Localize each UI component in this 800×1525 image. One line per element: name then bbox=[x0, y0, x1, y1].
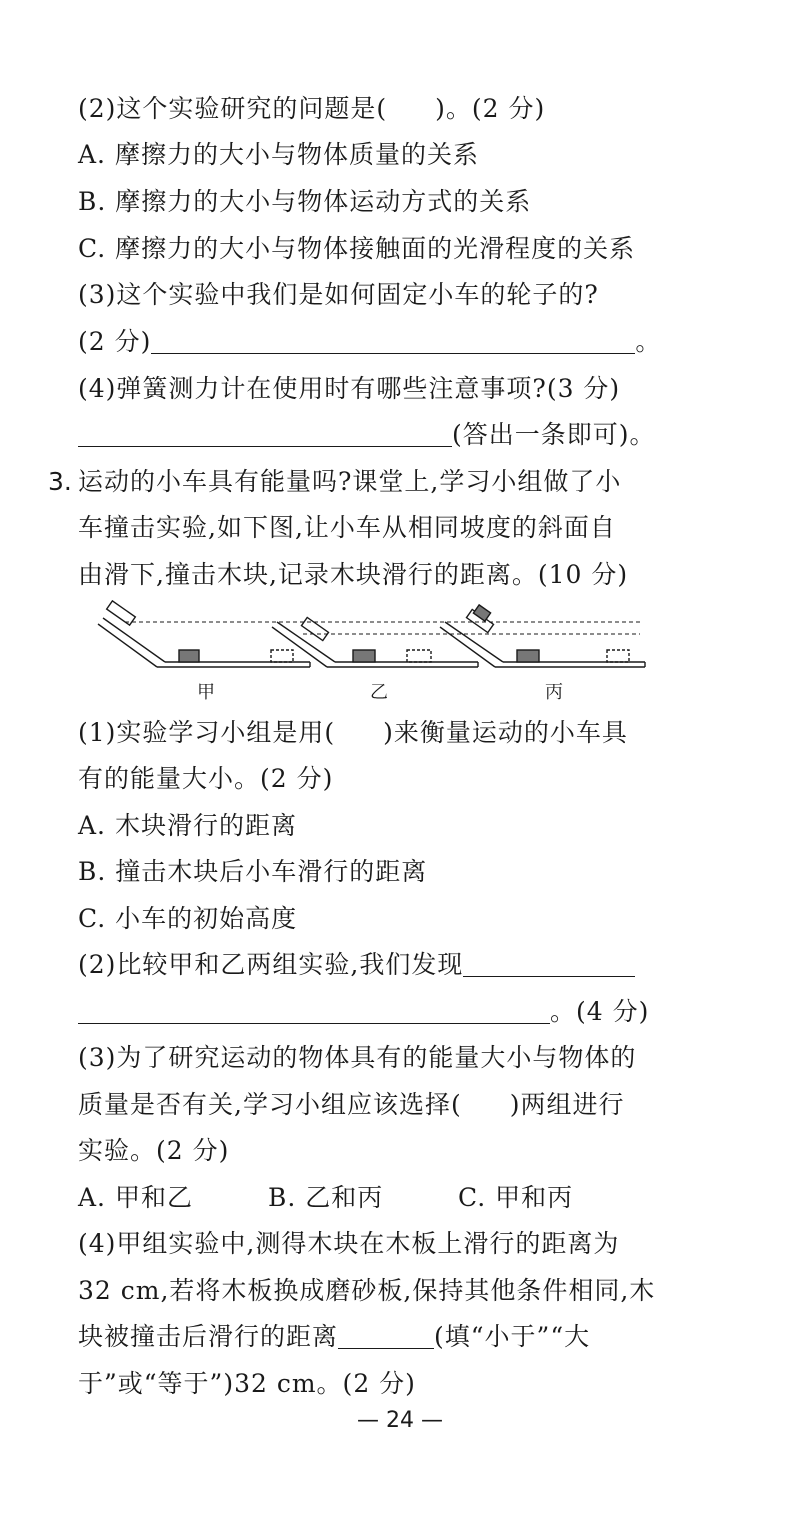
q2-sub3-line1: (3)这个实验中我们是如何固定小车的轮子的? bbox=[78, 280, 599, 309]
q2-sub3-score: (2 分) bbox=[78, 327, 152, 356]
q3-stem-line3: 由滑下,撞击木块,记录木块滑行的距离。(10 分) bbox=[78, 560, 629, 589]
wooden-block-bing bbox=[517, 650, 539, 662]
q3-sub2-answer-blank-1[interactable] bbox=[463, 950, 635, 977]
q3-number: 3. bbox=[48, 467, 72, 496]
q2-sub3-answer-blank[interactable] bbox=[151, 327, 635, 354]
q3-sub1-prefix: (1)实验学习小组是用( bbox=[78, 718, 336, 747]
q3-sub3-option-a: A. 甲和乙 bbox=[78, 1183, 193, 1212]
q2-sub3-end: 。 bbox=[635, 327, 662, 356]
q2-sub4-line2 bbox=[78, 418, 656, 452]
q3-stem-line2: 车撞击实验,如下图,让小车从相同坡度的斜面自 bbox=[78, 513, 616, 542]
ramp-experiment-figure bbox=[95, 600, 655, 680]
q3-sub4-line2: 32 cm,若将木板换成磨砂板,保持其他条件相同,木 bbox=[78, 1276, 656, 1305]
q3-sub1-suffix: )来衡量运动的小车具 bbox=[383, 718, 628, 747]
q3-sub3-option-b: B. 乙和丙 bbox=[268, 1183, 384, 1212]
q3-sub2-line2 bbox=[78, 995, 649, 1029]
q3-sub3-line1: (3)为了研究运动的物体具有的能量大小与物体的 bbox=[78, 1043, 637, 1072]
q2-sub2-option-a: A. 摩擦力的大小与物体质量的关系 bbox=[78, 140, 479, 169]
q2-sub4-answer-blank[interactable] bbox=[78, 420, 452, 447]
setup-yi bbox=[272, 617, 640, 667]
wooden-block-yi bbox=[353, 650, 375, 662]
q2-sub2-line bbox=[78, 92, 545, 126]
setup-bing bbox=[440, 605, 645, 667]
q3-sub4-line4: 于”或“等于”)32 cm。(2 分) bbox=[78, 1369, 416, 1398]
q3-sub3-prefix: 质量是否有关,学习小组应该选择( bbox=[78, 1090, 462, 1119]
q3-sub2-answer-blank-2[interactable] bbox=[78, 997, 550, 1024]
q3-sub1-line2: 有的能量大小。(2 分) bbox=[78, 764, 334, 793]
figure-label-bing: 丙 bbox=[545, 682, 563, 703]
q2-sub4-suffix: (答出一条即可)。 bbox=[452, 420, 656, 449]
q3-sub4-answer-blank[interactable] bbox=[338, 1322, 434, 1349]
q3-sub4-suffix: (填“小于”“大 bbox=[434, 1322, 591, 1351]
q3-sub2-line1 bbox=[78, 948, 635, 982]
q3-sub1-option-b: B. 撞击木块后小车滑行的距离 bbox=[78, 857, 428, 886]
q3-sub1-option-c: C. 小车的初始高度 bbox=[78, 904, 298, 933]
q3-sub1-option-a: A. 木块滑行的距离 bbox=[78, 811, 297, 840]
q3-sub3-line3: 实验。(2 分) bbox=[78, 1136, 230, 1165]
q3-stem-line1: 运动的小车具有能量吗?课堂上,学习小组做了小 bbox=[78, 467, 622, 496]
q3-sub3-options bbox=[78, 1181, 573, 1215]
q3-sub3-suffix: )两组进行 bbox=[509, 1090, 625, 1119]
q2-sub2-suffix: )。(2 分) bbox=[435, 94, 546, 123]
q2-sub4-line1: (4)弹簧测力计在使用时有哪些注意事项?(3 分) bbox=[78, 374, 621, 403]
q2-sub2-option-b: B. 摩擦力的大小与物体运动方式的关系 bbox=[78, 187, 532, 216]
q2-sub2-option-c: C. 摩擦力的大小与物体接触面的光滑程度的关系 bbox=[78, 234, 636, 263]
q3-sub2-suffix: 。(4 分) bbox=[550, 997, 650, 1026]
page-number: — 24 — bbox=[357, 1408, 443, 1433]
q3-sub2-prefix: (2)比较甲和乙两组实验,我们发现 bbox=[78, 950, 464, 979]
figure-label-yi: 乙 bbox=[370, 682, 388, 703]
q3-sub4-line1: (4)甲组实验中,测得木块在木板上滑行的距离为 bbox=[78, 1229, 620, 1258]
wooden-block-jia bbox=[179, 650, 199, 662]
q2-sub2-prefix: (2)这个实验研究的问题是( bbox=[78, 94, 388, 123]
q3-sub3-line2 bbox=[78, 1088, 624, 1122]
q3-sub3-option-c: C. 甲和丙 bbox=[458, 1183, 574, 1212]
q3-sub4-prefix: 块被撞击后滑行的距离 bbox=[78, 1322, 339, 1351]
q2-sub3-line2 bbox=[78, 325, 661, 359]
figure-label-jia: 甲 bbox=[197, 682, 215, 703]
q3-sub4-line3 bbox=[78, 1320, 590, 1354]
q3-sub1-line1 bbox=[78, 716, 628, 750]
